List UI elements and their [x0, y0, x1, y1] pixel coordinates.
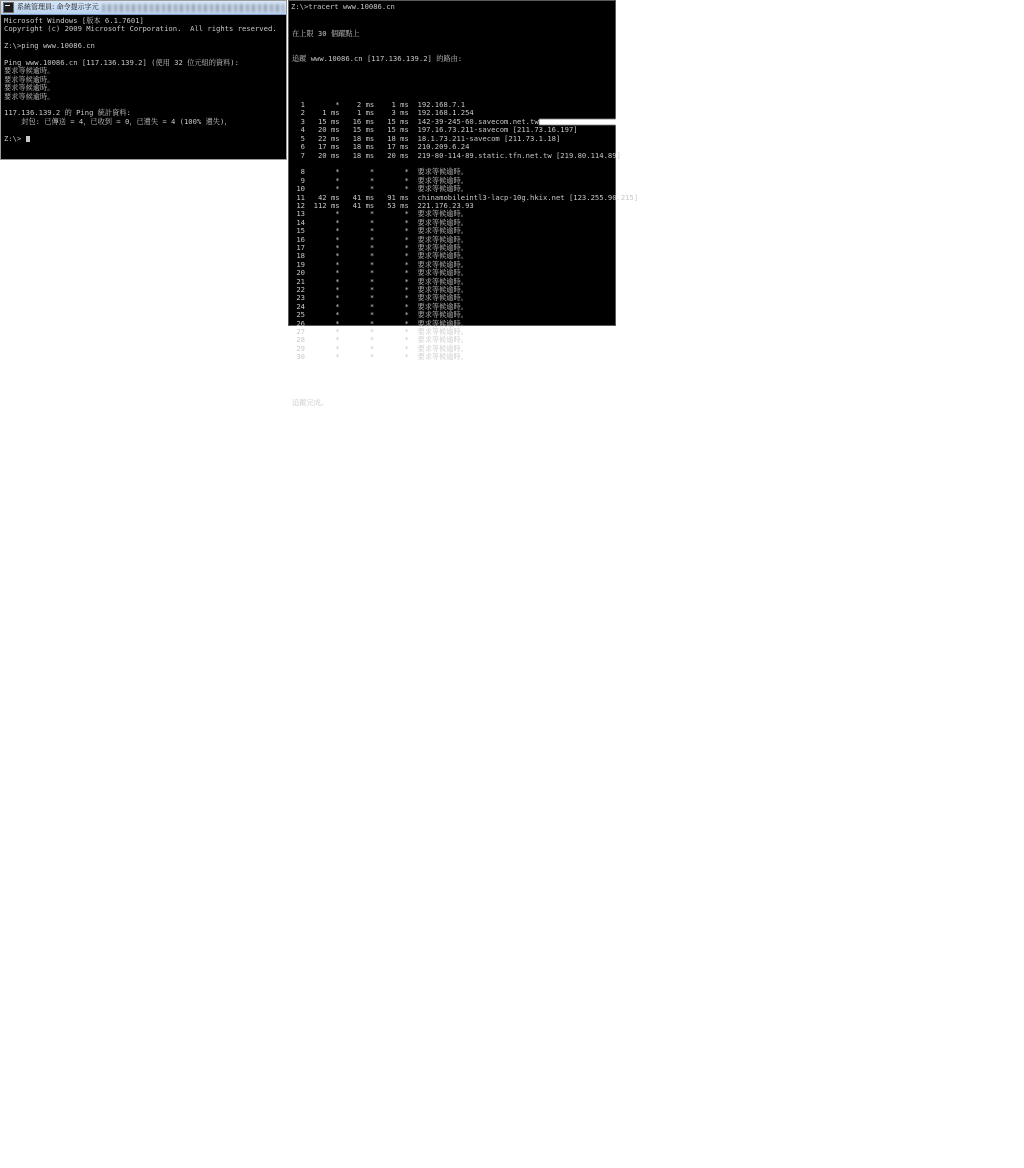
- tracert-hop-metrics: 16 * * *: [292, 234, 418, 244]
- tracert-hop-metrics: 2 1 ms 1 ms 3 ms: [292, 108, 418, 118]
- tracert-header-line-1: 在上限 30 個躍點上: [292, 28, 360, 38]
- text-cursor: [26, 136, 30, 142]
- tracert-hop-list: [292, 100, 639, 362]
- tracert-hop-host: 要求等候逾時。: [417, 285, 468, 294]
- tracert-hop-metrics: 18 * * *: [292, 251, 418, 261]
- tracert-hop-metrics: 23 * * *: [292, 293, 418, 303]
- titlebar-redacted-area: [102, 4, 284, 12]
- tracert-hop-row: [292, 353, 612, 361]
- tracert-hop-metrics: 12 112 ms 41 ms 53 ms: [292, 200, 418, 210]
- tracert-console-output[interactable]: [289, 13, 639, 425]
- tracert-hop-metrics: 4 20 ms 15 ms 15 ms: [292, 125, 418, 135]
- console-line: 要求等候逾時。: [4, 74, 55, 84]
- tracert-hop-host: 197.16.73.211-savecom [211.73.16.197]: [417, 125, 578, 135]
- tracert-hop-metrics: 3 15 ms 16 ms 15 ms: [292, 116, 418, 126]
- console-icon: [3, 2, 14, 13]
- tracert-hop-metrics: 13 * * *: [292, 209, 418, 219]
- tracert-hop-host: 要求等候逾時。: [417, 175, 468, 185]
- console-line: 要求等候逾時。: [4, 83, 55, 93]
- tracert-hop-metrics: 19 * * *: [292, 259, 418, 269]
- console-line: Z:\>ping www.10086.cn: [4, 41, 95, 51]
- tracert-hop-host: 要求等候逾時。: [417, 276, 468, 286]
- tracert-hop-metrics: 9 * * *: [292, 175, 418, 185]
- ping-console-output[interactable]: [1, 15, 286, 145]
- tracert-hop-host: 192.168.7.1: [417, 100, 466, 110]
- tracert-hop-host: 要求等候逾時。: [417, 167, 468, 177]
- tracert-hop-metrics: 14 * * *: [292, 217, 418, 227]
- console-line: 封包: 已傳送 = 4，已收到 = 0，已遺失 = 4 (100% 遺失)，: [4, 116, 232, 126]
- tracert-command-line: Z:\>tracert www.10086.cn: [291, 2, 395, 11]
- console-line: Microsoft Windows [版本 6.1.7601]: [4, 16, 144, 25]
- tracert-hop-host: 要求等候逾時。: [417, 301, 468, 311]
- console-line: 要求等候逾時。: [4, 66, 55, 76]
- tracert-hop-metrics: 25 * * *: [292, 310, 418, 320]
- tracert-hop-metrics: 10 * * *: [292, 184, 418, 194]
- tracert-hop-host: 要求等候逾時。: [417, 352, 468, 362]
- tracert-hop-metrics: 7 20 ms 18 ms 20 ms: [292, 150, 418, 160]
- console-line: [4, 126, 283, 134]
- tracert-hop-host: 219-80-114-89.static.tfn.net.tw [219.80.114.89]: [417, 150, 621, 160]
- tracert-hop-metrics: 29 * * *: [292, 343, 418, 353]
- tracert-hop-metrics: 26 * * *: [292, 318, 418, 328]
- tracert-hop-metrics: 22 * * *: [292, 285, 418, 294]
- console-line: Z:\>: [4, 135, 283, 143]
- tracert-footer-line: 追蹤完成。: [292, 398, 328, 408]
- tracert-hop-host: 221.176.23.93: [417, 200, 474, 210]
- tracert-hop-host: 要求等候逾時。: [417, 184, 468, 194]
- tracert-window-titlebar: [289, 1, 615, 13]
- tracert-hop-metrics: 5 22 ms 18 ms 18 ms: [292, 133, 418, 143]
- tracert-hop-host: 要求等候逾時。: [417, 327, 468, 337]
- tracert-hop-host: chinamobileintl3-lacp-10g.hkix.net [123.255.90.215]: [417, 192, 639, 202]
- tracert-hop-metrics: 6 17 ms 18 ms 17 ms: [292, 142, 418, 152]
- console-line: Ping www.10086.cn [117.136.139.2] (使用 32 位元組的資料):: [4, 58, 239, 68]
- ping-window-title: 系統管理員: 命令提示字元: [17, 3, 99, 11]
- tracert-hop-host: 要求等候逾時。: [417, 335, 468, 345]
- tracert-hop-metrics: 30 * * *: [292, 352, 418, 362]
- tracert-hop-host: 18.1.73.211-savecom [211.73.1.18]: [417, 133, 561, 143]
- tracert-hop-metrics: 15 * * *: [292, 226, 418, 236]
- tracert-hop-host: 要求等候逾時。: [417, 310, 468, 320]
- redacted-block: [539, 119, 627, 125]
- tracert-hop-host: 要求等候逾時。: [417, 343, 468, 353]
- tracert-console-window[interactable]: [288, 0, 639, 408]
- tracert-hop-host: 要求等候逾時。: [417, 268, 468, 278]
- ping-window-titlebar[interactable]: [1, 1, 286, 15]
- tracert-hop-metrics: 11 42 ms 41 ms 91 ms: [292, 192, 418, 202]
- tracert-hop-host: 要求等候逾時。: [417, 293, 468, 303]
- tracert-hop-host: 要求等候逾時。: [417, 209, 468, 219]
- ping-console-window[interactable]: [0, 0, 287, 160]
- tracert-hop-host: 要求等候逾時。: [417, 318, 468, 328]
- tracert-hop-host: 要求等候逾時。: [417, 234, 468, 244]
- tracert-hop-metrics: 1 * 2 ms 1 ms: [292, 100, 418, 110]
- tracert-hop-row: [292, 150, 621, 160]
- tracert-hop-metrics: 17 * * *: [292, 242, 418, 252]
- tracert-header-line-2: 追蹤 www.10086.cn [117.136.139.2] 的路由:: [292, 54, 463, 64]
- tracert-hop-host: 210.209.6.24: [417, 142, 470, 152]
- tracert-hop-metrics: 27 * * *: [292, 327, 418, 337]
- tracert-hop-metrics: 28 * * *: [292, 335, 418, 345]
- tracert-hop-host: 要求等候逾時。: [417, 217, 468, 227]
- console-line: Copyright (c) 2009 Microsoft Corporation. All rights reserved.: [4, 24, 277, 34]
- tracert-hop-metrics: 8 * * *: [292, 167, 418, 177]
- tracert-hop-host: 要求等候逾時。: [417, 251, 468, 261]
- tracert-hop-host: 要求等候逾時。: [417, 226, 468, 236]
- tracert-hop-metrics: 24 * * *: [292, 301, 418, 311]
- console-line: 要求等候逾時。: [4, 91, 55, 101]
- tracert-hop-host: 要求等候逾時。: [417, 242, 468, 252]
- tracert-hop-host: 要求等候逾時。: [417, 259, 468, 269]
- console-line: 117.136.139.2 的 Ping 統計資料:: [4, 108, 131, 118]
- tracert-hop-host: 142-39-245-60.savecom.net.tw: [417, 116, 539, 126]
- tracert-hop-metrics: 21 * * *: [292, 276, 418, 286]
- tracert-hop-host: 192.168.1.254: [417, 108, 474, 118]
- tracert-hop-metrics: 20 * * *: [292, 268, 418, 278]
